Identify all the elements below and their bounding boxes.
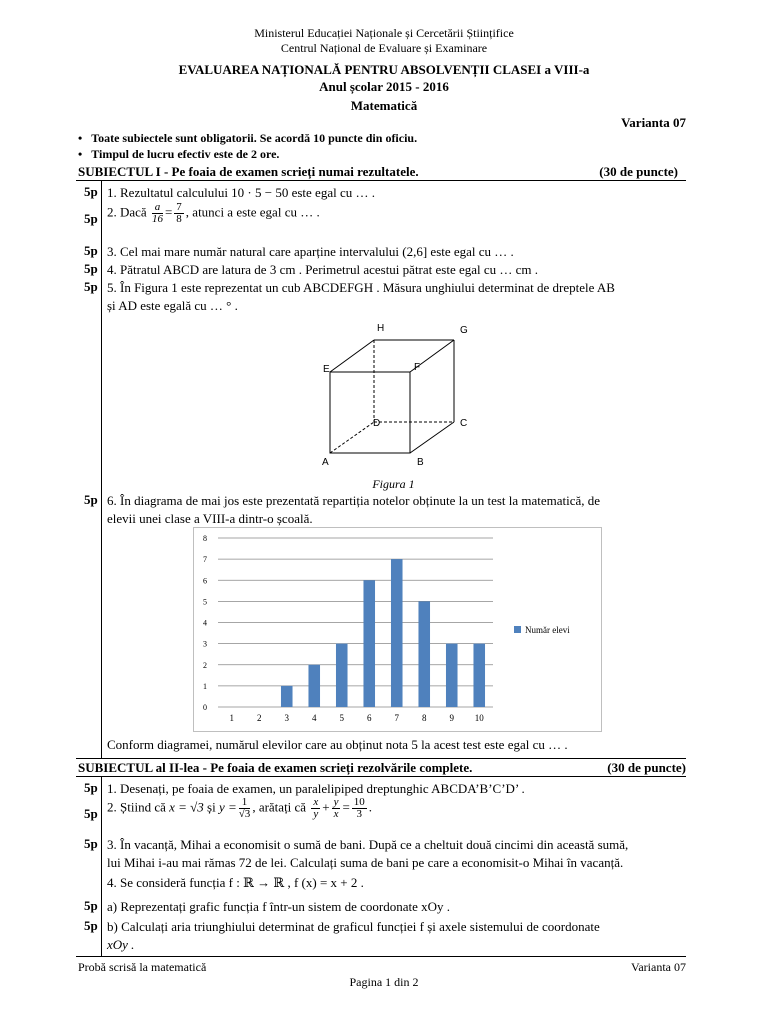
fraction-numerator: a: [152, 202, 163, 214]
s1-question-2: 2. Dacă $\frac{a}{16}$ = $\frac{7}{8}$ , atunci a este egal cu … .: [107, 201, 320, 225]
bar-grade-5: [336, 644, 348, 707]
vertex-label-f: F: [414, 362, 421, 373]
section1-title: SUBIECTUL I - Pe foaia de examen scrieți numai rezultatele.: [78, 164, 419, 179]
s2-question-4b-line1: b) Calculați aria triunghiului determinat de graficul funcției f și axele sistemului de coordonate: [107, 919, 600, 934]
y-tick-label: 2: [203, 660, 207, 670]
subject-title: Matematică: [350, 98, 418, 113]
bar-grade-3: [281, 686, 293, 707]
y-tick-label: 0: [203, 703, 207, 712]
x-tick-label: 10: [474, 713, 484, 723]
divider: [76, 758, 686, 759]
s1-question-3: 3. Cel mai mare număr natural care aparține intervalului (2,6] este egal cu … .: [107, 244, 514, 259]
divider: [76, 776, 686, 777]
vertex-label-g: G: [460, 325, 468, 336]
s2-question-3-line2: lui Mihai i-au mai rămas 72 de lei. Calculați suma de bani pe care a economisit-o Mihai în vacanță.: [107, 855, 624, 870]
q5-points: 5p: [84, 279, 98, 294]
x-tick-label: 4: [312, 713, 317, 723]
y-tick-label: 6: [203, 576, 207, 586]
cube-edge-eh: [330, 340, 374, 372]
y-tick-label: 3: [203, 639, 207, 649]
vertex-label-b: B: [417, 457, 424, 468]
s2-q3-points: 5p: [84, 836, 98, 851]
x-tick-label: 7: [394, 713, 399, 723]
cube-edge-bc: [410, 422, 454, 453]
q1-points: 5p: [84, 184, 98, 199]
s2-question-3-line1: 3. În vacanță, Mihai a economisit o sumă de bani. După ce a cheltuit două cincimi din această sumă,: [107, 837, 629, 852]
vertex-label-e: E: [323, 364, 330, 375]
instruction-2: • Timpul de lucru efectiv este de 2 ore.: [78, 147, 280, 161]
bar-grade-8: [418, 601, 430, 707]
s2-q2-y-lhs: y =: [218, 799, 237, 815]
fraction-a-16: [152, 202, 163, 225]
footer-left: Probă scrisă la matematică: [78, 960, 207, 974]
q4-points: 5p: [84, 261, 98, 276]
bar-grade-7: [391, 559, 403, 707]
section2-points: (30 de puncte): [607, 760, 686, 775]
grades-bar-chart: [193, 527, 602, 732]
x-tick-label: 5: [339, 713, 344, 723]
fraction-10-3: [352, 797, 367, 820]
q2-points: 5p: [84, 211, 98, 226]
fraction-denominator: √3: [238, 808, 251, 820]
instruction-1: • Toate subiectele sunt obligatorii. Se acordă 10 puncte din oficiu.: [78, 131, 418, 145]
vertex-label-a: A: [322, 457, 329, 468]
vertex-label-h: H: [377, 323, 385, 334]
y-tick-label: 5: [203, 597, 207, 607]
fraction-1-sqrt3: [239, 797, 251, 820]
s2-q1-points: 5p: [84, 780, 98, 795]
bar-grade-9: [446, 644, 458, 707]
x-tick-label: 6: [367, 713, 372, 723]
fraction-numerator: x: [313, 796, 319, 808]
x-tick-label: 2: [257, 713, 262, 723]
s1-question-6-line2: elevii unei clase a VIII-a dintr-o școală.: [107, 511, 313, 526]
s2-q2-prefix: 2. Știind că: [107, 799, 166, 815]
fraction-denominator: 16: [151, 213, 163, 225]
fraction-numerator: 7: [176, 201, 182, 213]
y-tick-label: 7: [203, 555, 207, 565]
s1-question-1: 1. Rezultatul calculului 10 · 5 − 50 este egal cu … .: [107, 185, 375, 200]
s1-question-5-line1: 5. În Figura 1 este reprezentat un cub ABCDEFGH . Măsura unghiului determinat de dreptele AB: [107, 280, 615, 295]
bar-grade-6: [363, 580, 375, 707]
cube-edge-ad: [330, 422, 374, 453]
y-tick-label: 8: [203, 534, 207, 543]
fraction-y-x: [332, 797, 341, 820]
s1-question-5-line2: și AD este egală cu … ° .: [107, 298, 238, 313]
s2-q2-x-expr: x = √3: [169, 799, 204, 815]
bar-grade-4: [308, 665, 320, 707]
fraction-numerator: 1: [239, 797, 251, 809]
y-tick-label: 4: [203, 618, 207, 628]
instruction-1-text: Toate subiectele sunt obligatorii. Se acordă 10 puncte din oficiu.: [91, 131, 418, 145]
s2-q2-show: , arătați că: [252, 799, 307, 815]
fraction-denominator: y: [313, 808, 319, 820]
legend-label: Număr elevi: [525, 625, 570, 635]
s2-q4b-points: 5p: [84, 918, 98, 933]
vertex-label-c: C: [460, 418, 468, 429]
s2-question-2: 2. Știind că x = √3 și y = $\frac{1}{√3}$ , arătați că $\frac{x}{y}$ + $\frac{y}{x}$ = $\frac{10}{3}$ .: [107, 796, 373, 820]
fraction-denominator: 3: [356, 808, 363, 820]
y-tick-label: 1: [203, 681, 207, 691]
figure1-caption: Figura 1: [372, 477, 415, 491]
section1-points: (30 de puncte): [599, 164, 678, 179]
divider: [76, 956, 686, 957]
bar-grade-10: [473, 644, 485, 707]
exam-title: EVALUAREA NAȚIONALĂ PENTRU ABSOLVENȚII CLASEI a VIII-a: [178, 62, 590, 77]
ministry-header: Ministerul Educației Naționale și Cercetării Științifice: [254, 26, 514, 40]
s2-question-4b-line2: xOy .: [107, 937, 135, 952]
s2-question-1: 1. Desenați, pe foaia de examen, un paralelipiped dreptunghic ABCDA’B’C’D’ .: [107, 781, 525, 796]
fraction-denominator: 8: [176, 213, 182, 225]
school-year: Anul școlar 2015 - 2016: [319, 79, 449, 94]
section2-title: SUBIECTUL al II-lea - Pe foaia de examen scrieți rezolvările complete.: [78, 760, 473, 775]
cube-front-face: [330, 372, 410, 453]
s1-question-4: 4. Pătratul ABCD are latura de 3 cm . Perimetrul acestui pătrat este egal cu … cm .: [107, 262, 539, 277]
variant-label: Varianta 07: [621, 115, 686, 130]
divider: [76, 180, 686, 181]
footer-right: Varianta 07: [631, 960, 686, 974]
legend-swatch: [514, 626, 521, 633]
fraction-numerator: y: [333, 796, 339, 808]
x-tick-label: 8: [422, 713, 427, 723]
q2-prefix: 2. Dacă: [107, 204, 147, 220]
s2-q2-and: și: [207, 799, 216, 815]
s2-q4a-points: 5p: [84, 898, 98, 913]
s1-question-6-line1: 6. În diagrama de mai jos este prezentată repartiția notelor obținute la un test la matematică, de: [107, 493, 601, 508]
fraction-numerator: 10: [353, 796, 365, 808]
fraction-7-8: [174, 202, 184, 225]
x-tick-label: 1: [229, 713, 234, 723]
center-header: Centrul Național de Evaluare și Examinare: [280, 41, 488, 55]
page-number: Pagina 1 din 2: [349, 975, 419, 989]
s2-question-4-intro: 4. Se consideră funcția f : ℝ → ℝ , f (x) = x + 2 .: [107, 875, 364, 890]
x-tick-label: 3: [284, 713, 289, 723]
s1-question-6-after: Conform diagramei, numărul elevilor care au obținut nota 5 la acest test este egal cu … .: [107, 737, 568, 752]
cube-figure: [310, 318, 480, 478]
s2-q2-points: 5p: [84, 806, 98, 821]
vertex-label-d: D: [373, 418, 381, 429]
fraction-denominator: x: [333, 808, 339, 820]
q6-points: 5p: [84, 492, 98, 507]
fraction-x-y: [311, 797, 320, 820]
q3-points: 5p: [84, 243, 98, 258]
s2-question-4a: a) Reprezentați grafic funcția f într-un sistem de coordonate xOy .: [107, 899, 451, 914]
q2-suffix: , atunci a este egal cu … .: [185, 204, 320, 220]
x-tick-label: 9: [449, 713, 454, 723]
instruction-2-text: Timpul de lucru efectiv este de 2 ore.: [91, 147, 280, 161]
